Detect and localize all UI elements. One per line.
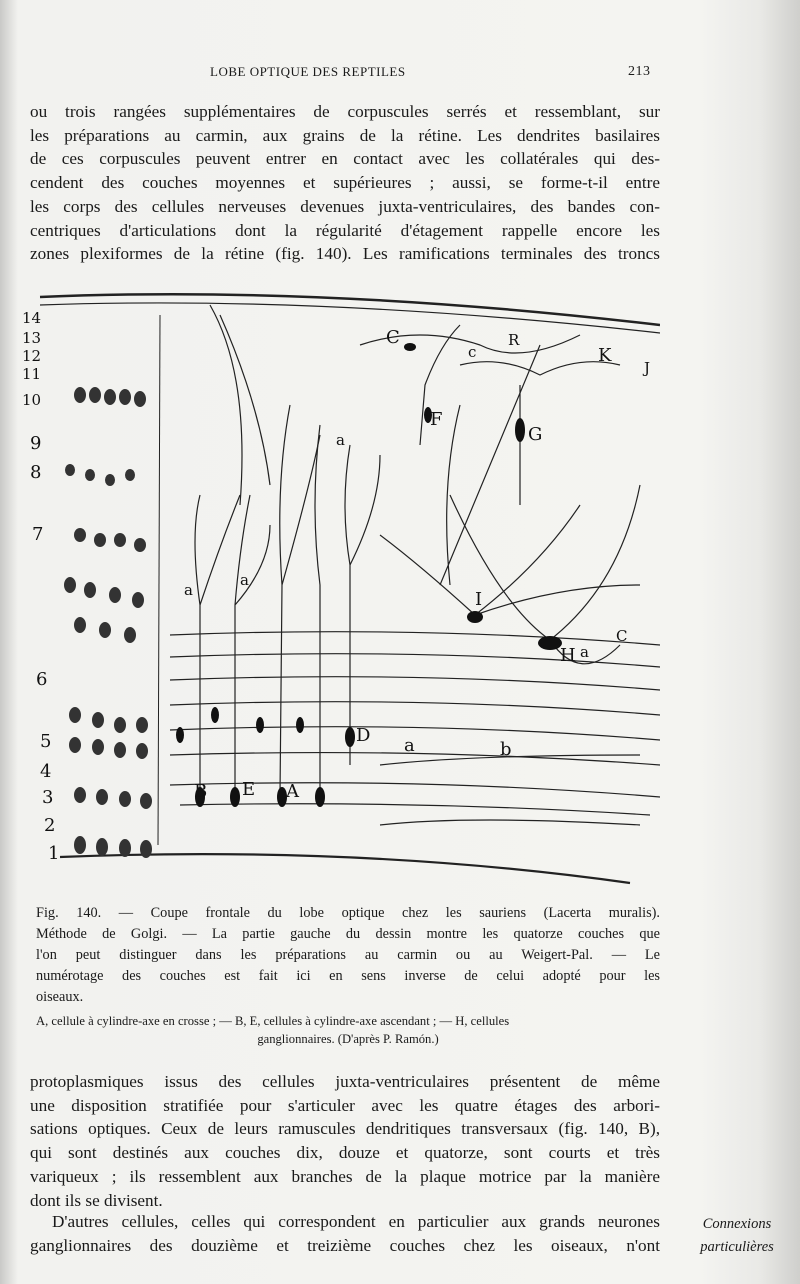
caption-line: numérotage des couches est fait ici en sens inverse de celui adopté pour les: [36, 968, 660, 984]
layer-number: 13: [22, 329, 42, 347]
cell-label-D: D: [356, 725, 371, 746]
margin-note-line: Connexions: [702, 1216, 772, 1232]
cell-label-G: G: [528, 424, 543, 445]
text-line: sations optiques. Ceux de leurs ramuscules dendritiques transversaux (fig. 140, B),: [30, 1119, 660, 1139]
legend-line: A, cellule à cylindre-axe en crosse ; — B, E, cellules à cylindre-axe ascendant ; — H, cellules: [36, 1014, 510, 1028]
text-line: protoplasmiques issus des cellules juxta-ventriculaires présentent de même: [30, 1072, 660, 1091]
cell-label-C: C: [616, 627, 628, 645]
layer-number: 11: [22, 365, 42, 383]
golgi-section-drawing: [20, 285, 660, 905]
cell-label-J: J: [644, 359, 651, 377]
paragraph-bottom: [30, 1070, 660, 1212]
layer-number: 8: [30, 462, 42, 483]
legend-line: ganglionnaires. (D'après P. Ramón.): [257, 1032, 439, 1046]
figure-legend: [36, 1012, 660, 1048]
cell-label-a: a: [240, 571, 249, 589]
text-line: de ces corpuscules peuvent entrer en contact avec les collatérales qui des-: [30, 149, 660, 169]
cell-label-a: a: [404, 735, 415, 756]
cell-label-I: I: [475, 589, 483, 610]
running-title: LOBE OPTIQUE DES REPTILES: [210, 64, 406, 79]
caption-line: Fig. 140. — Coupe frontale du lobe optique chez les sauriens (Lacerta muralis).: [36, 905, 660, 921]
text-line: ganglionnaires des douzième et treizième couches chez les oiseaux, n'ont: [30, 1235, 660, 1255]
text-line: dont ils se divisent.: [30, 1190, 163, 1210]
layer-number: 7: [32, 524, 44, 545]
cell-label-a: a: [336, 431, 345, 449]
layer-number: 4: [40, 761, 52, 782]
text-line: les préparations au carmin, aux grains de la rétine. Les dendrites basilaires: [30, 125, 660, 145]
cell-label-F: F: [430, 409, 443, 430]
caption-line: l'on peut distinguer dans les préparations au carmin ou au Weigert-Pal. — Le: [36, 947, 660, 963]
cell-label-E: E: [242, 779, 256, 800]
margin-note-line: particulières: [700, 1239, 774, 1255]
layer-number: 10: [22, 391, 42, 409]
cell-label-a: a: [184, 581, 193, 599]
text-line: D'autres cellules, celles qui correspondent en particulier aux grands neurones: [52, 1212, 660, 1231]
running-header: [0, 64, 800, 86]
layer-number: 9: [30, 433, 42, 454]
layer-number: 5: [40, 731, 52, 752]
text-line: ou trois rangées supplémentaires de corpuscules serrés et ressemblant, sur: [30, 102, 660, 121]
layer-number: 6: [36, 669, 48, 690]
cell-label-c: c: [468, 343, 477, 361]
cell-label-R: R: [508, 331, 520, 349]
layer-number: 2: [44, 815, 56, 836]
page-number: 213: [628, 64, 651, 79]
cell-label-A: A: [286, 781, 299, 802]
text-line: qui sont destinés aux couches dix, douze et quatorze, sont courts et très: [30, 1143, 660, 1163]
layer-number: 3: [42, 787, 54, 808]
cell-label-B: B: [194, 781, 208, 802]
caption-line: oiseaux.: [36, 989, 84, 1005]
layer-number: 1: [48, 843, 60, 864]
margin-note: [678, 1213, 796, 1259]
text-line: cendent des couches moyennes et supérieures ; aussi, se forme-t-il entre: [30, 173, 660, 193]
text-line: centriques d'articulations dont la régularité d'étagement rappelle encore les: [30, 220, 660, 240]
paragraph-top: [30, 100, 660, 266]
text-line: une disposition stratifiée pour s'articuler avec les quatre étages des arbori-: [30, 1095, 660, 1115]
caption-line: Méthode de Golgi. — La partie gauche du dessin montre les quatorze couches que: [36, 926, 660, 942]
cell-label-K: K: [598, 345, 612, 366]
layer-number: 12: [22, 347, 42, 365]
cell-label-C: C: [386, 327, 400, 348]
cell-label-H: H: [560, 645, 576, 666]
text-line: les corps des cellules nerveuses devenues juxta-ventriculaires, des bandes con-: [30, 196, 660, 216]
figure-140-illustration: [20, 285, 660, 905]
layer-number: 14: [22, 309, 42, 327]
cell-label-a: a: [580, 643, 589, 661]
text-line: variqueux ; ils ressemblent aux branches de la plaque motrice par la manière: [30, 1166, 660, 1186]
figure-caption: [36, 903, 660, 1008]
text-line: zones plexiformes de la rétine (fig. 140). Les ramifications terminales des troncs: [30, 244, 660, 264]
paragraph-last: [30, 1210, 660, 1257]
cell-label-b: b: [500, 739, 512, 760]
